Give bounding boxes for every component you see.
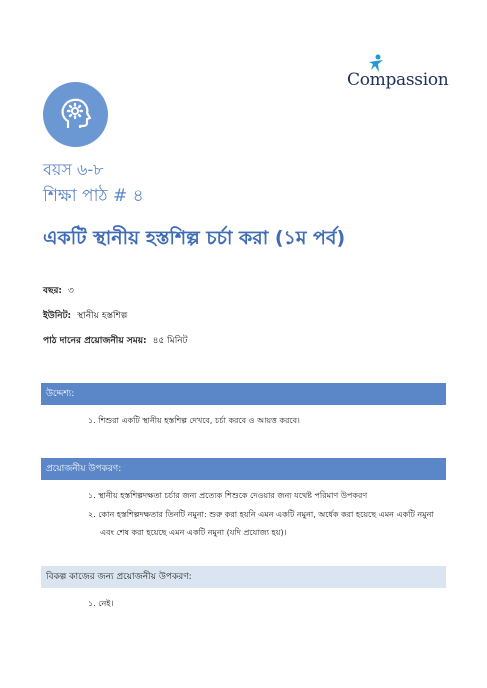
materials-item-2-cont: এবং শেষ করা হয়েছে এমন একটি নমুনা (যদি প্রযোজ্য হয়)। [100,528,287,537]
unit-value: স্থানীয় হস্তশিল্প [77,311,128,321]
year-label: বছর: [43,286,63,296]
head-gear-icon [55,94,96,135]
time-value: ৪৫ মিনিট [152,336,188,346]
materials-heading: প্রয়োজনীয় উপকরণ: [41,458,446,480]
objective-item: ১. শিশুরা একটি স্থানীয় হস্তশিল্প দেখবে, চর্চা করবে ও আয়ত্ত করবে। [88,416,300,425]
meta-time [43,333,188,348]
objective-heading: উদ্দেশ্য: [41,383,446,405]
materials-item-2: ২. কোন হস্তশিল্পদক্ষতার তিনটি নমুনা: শুরু করা হয়নি এমন একটি নমুনা, অর্ধেক করা হয়েছে এমন একটি নমুনা [88,510,434,519]
page-title: একটি স্থানীয় হস্তশিল্প চর্চা করা (১ম পর্ব) [43,227,346,249]
materials-item-1: ১. স্থানীয় হস্তশিল্পদক্ষতা চর্চার জন্য প্রত্যেক শিশুকে দেওয়ার জন্য যথেষ্ট পরিমাণ উপকরণ [88,491,368,500]
meta-unit [43,308,127,323]
time-label: পাঠ দানের প্রয়োজনীয় সময়: [43,336,147,346]
unit-label: ইউনিট: [43,311,72,321]
lesson-number: শিক্ষা পাঠ # ৪ [43,186,144,206]
lesson-badge [43,82,108,147]
alternative-item: ১. নেই। [88,599,114,608]
age-range: বয়স ৬-৮ [43,160,104,179]
meta-year [43,283,74,298]
brand-name: Compassion [347,70,449,90]
alternative-heading: বিকল্প কাজের জন্য প্রয়োজনীয় উপকরণ: [41,566,446,588]
year-value: ৩ [68,286,74,296]
